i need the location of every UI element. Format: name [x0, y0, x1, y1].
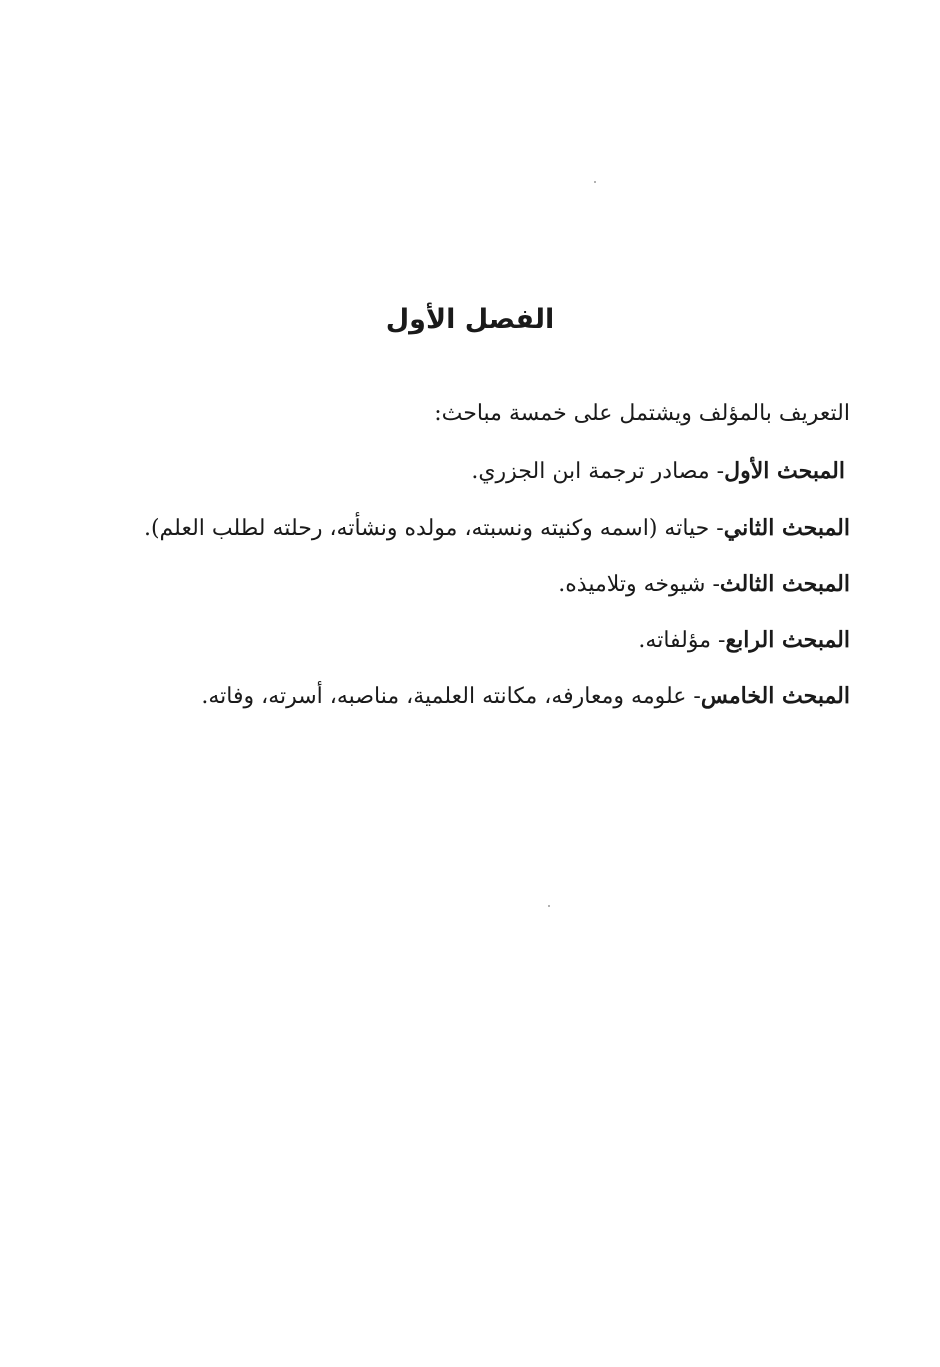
- section-text: مؤلفاته.: [638, 628, 712, 653]
- section-label: المبحث الثالث: [719, 571, 850, 597]
- section-line-3: [120, 566, 850, 603]
- section-text: مصادر ترجمة ابن الجزري.: [471, 459, 710, 484]
- scan-speck: [594, 181, 596, 183]
- section-label: المبحث الأول: [724, 458, 845, 484]
- section-label: المبحث الخامس: [700, 683, 850, 709]
- section-separator: -: [705, 572, 720, 597]
- section-text: علومه ومعارفه، مكانته العلمية، مناصبه، أسرته، وفاته.: [201, 684, 687, 709]
- intro-line: التعريف بالمؤلف ويشتمل على خمسة مباحث:: [434, 401, 850, 426]
- section-line-4: [120, 622, 850, 659]
- section-separator: -: [686, 684, 701, 709]
- chapter-title: الفصل الأول: [385, 304, 555, 336]
- section-text: شيوخه وتلاميذه.: [558, 572, 706, 597]
- section-label: المبحث الرابع: [725, 627, 850, 653]
- section-label: المبحث الثاني: [723, 515, 850, 541]
- section-line-1: [120, 453, 845, 490]
- section-text: حياته (اسمه وكنيته ونسبته، مولده ونشأته، رحلته لطلب العلم).: [143, 516, 710, 541]
- section-separator: -: [709, 459, 725, 484]
- section-line-2: [100, 510, 850, 547]
- section-line-5: [120, 678, 850, 715]
- section-separator: -: [709, 516, 724, 541]
- section-separator: -: [711, 628, 726, 653]
- scan-speck: [548, 905, 550, 907]
